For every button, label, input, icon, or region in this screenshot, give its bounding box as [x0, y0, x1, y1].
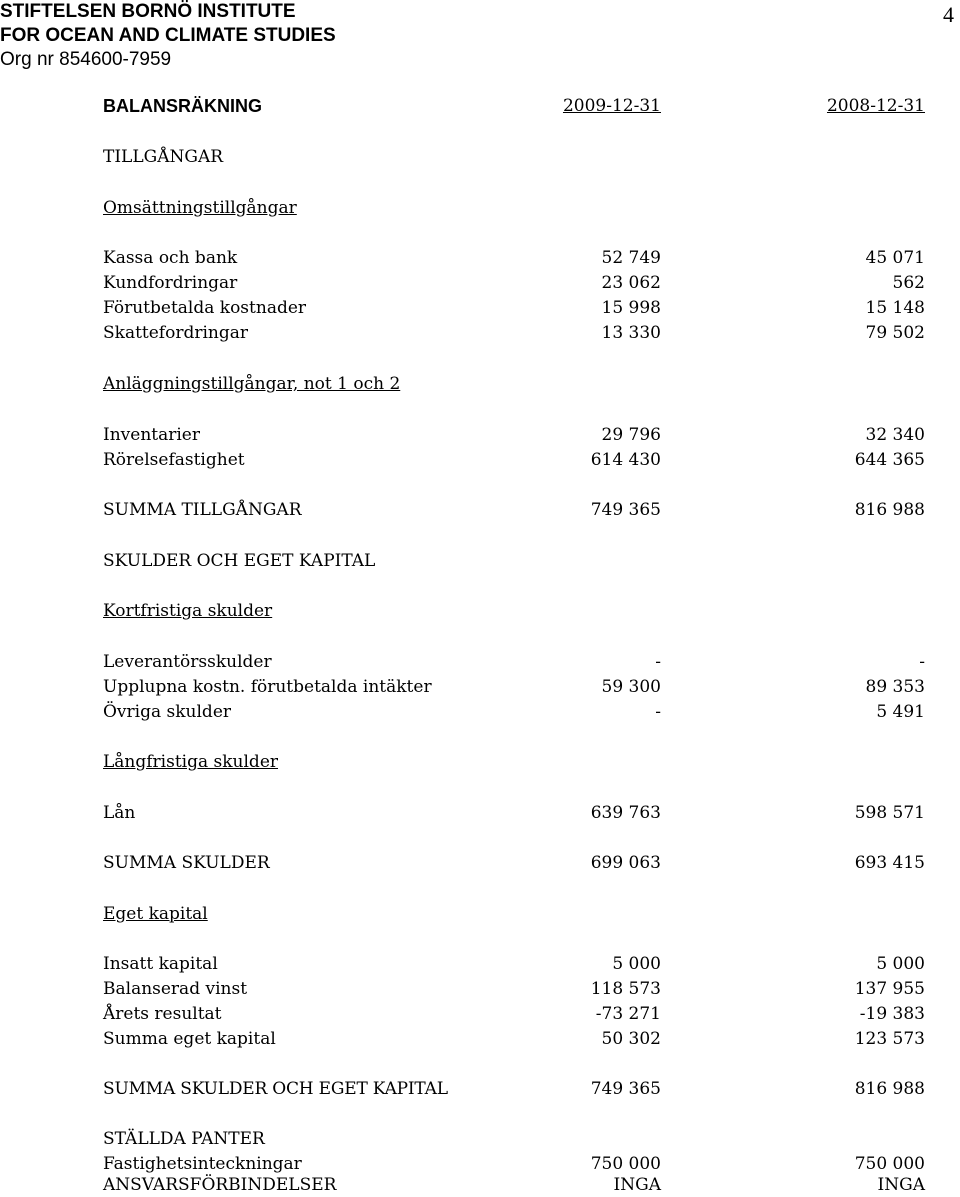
table-row — [103, 700, 925, 724]
row-label: Förutbetalda kostnader — [103, 298, 307, 318]
section-heading — [103, 902, 925, 926]
row-label: Kassa och bank — [103, 248, 238, 268]
balance-title-row — [103, 94, 925, 118]
total-row — [103, 851, 925, 875]
row-value-2009: 749 365 — [590, 1079, 661, 1099]
row-value-2008: - — [919, 652, 925, 672]
row-label: Upplupna kostn. förutbetalda intäkter — [103, 677, 432, 697]
row-value-2009: 59 300 — [601, 677, 661, 697]
row-value-2009: 118 573 — [590, 979, 661, 999]
row-label: Balanserad vinst — [103, 979, 248, 999]
row-value-2009: 15 998 — [601, 298, 661, 318]
table-row — [103, 650, 925, 674]
row-label: Lån — [103, 803, 136, 823]
row-label: Årets resultat — [103, 1004, 222, 1024]
omsattning-heading: Omsättningstillgångar — [103, 198, 297, 218]
row-value-2009: - — [655, 702, 661, 722]
row-value-2009: 749 365 — [590, 500, 661, 520]
table-row — [103, 801, 925, 825]
row-value-2009: -73 271 — [595, 1004, 661, 1024]
table-row — [103, 296, 925, 320]
kortfristiga-heading: Kortfristiga skulder — [103, 601, 273, 621]
row-value-2008: 123 573 — [854, 1029, 925, 1049]
row-value-2008: 45 071 — [865, 248, 925, 268]
page-number: 4 — [943, 2, 954, 27]
langfristiga-heading: Långfristiga skulder — [103, 752, 279, 772]
table-row — [103, 423, 925, 447]
row-value-2008: 562 — [892, 273, 925, 293]
row-value-2008: 644 365 — [854, 450, 925, 470]
row-value-2008: 598 571 — [854, 803, 925, 823]
row-value-2008: 816 988 — [854, 500, 925, 520]
section-heading — [103, 145, 925, 169]
row-value-2009: 5 000 — [612, 954, 661, 974]
table-row — [103, 271, 925, 295]
org-name-line-1: STIFTELSEN BORNÖ INSTITUTE — [0, 1, 296, 22]
row-value-2008: 750 000 — [854, 1154, 925, 1174]
row-label: Rörelsefastighet — [103, 450, 245, 470]
eget-kapital-heading: Eget kapital — [103, 904, 208, 924]
row-value-2008: 5 000 — [876, 954, 925, 974]
table-row — [103, 321, 925, 345]
table-row — [103, 246, 925, 270]
row-value-2009: 750 000 — [590, 1154, 661, 1174]
stallda-panter-heading: STÄLLDA PANTER — [103, 1129, 265, 1149]
skulder-heading: SKULDER OCH EGET KAPITAL — [103, 551, 376, 571]
row-value-2008: -19 383 — [859, 1004, 925, 1024]
row-label: SUMMA SKULDER OCH EGET KAPITAL — [103, 1079, 448, 1099]
column-header-2008: 2008-12-31 — [826, 96, 925, 116]
row-label: Insatt kapital — [103, 954, 218, 974]
total-row — [103, 1077, 925, 1101]
section-heading — [103, 750, 925, 774]
anlaggning-heading: Anläggningstillgångar, not 1 och 2 — [103, 374, 401, 394]
row-value-2009: 699 063 — [590, 853, 661, 873]
row-value-2008: 137 955 — [854, 979, 925, 999]
row-value-2008: 693 415 — [854, 853, 925, 873]
row-value-2009: 639 763 — [590, 803, 661, 823]
org-number: Org nr 854600-7959 — [0, 49, 172, 70]
row-value-2008: 32 340 — [865, 425, 925, 445]
column-header-2009: 2009-12-31 — [562, 96, 661, 116]
balance-title: BALANSRÄKNING — [103, 96, 262, 116]
row-label: Skattefordringar — [103, 323, 248, 343]
tillgangar-heading: TILLGÅNGAR — [103, 147, 224, 167]
row-value-2009: 52 749 — [601, 248, 661, 268]
table-row — [103, 1002, 925, 1026]
row-label: ANSVARSFÖRBINDELSER — [103, 1175, 337, 1195]
section-heading — [103, 1127, 925, 1151]
row-value-2009: - — [655, 652, 661, 672]
table-row — [103, 977, 925, 1001]
row-value-2009: INGA — [613, 1175, 661, 1195]
table-row — [103, 952, 925, 976]
row-value-2008: 5 491 — [876, 702, 925, 722]
row-value-2009: 13 330 — [601, 323, 661, 343]
total-row — [103, 498, 925, 522]
table-row — [103, 675, 925, 699]
table-row — [103, 448, 925, 472]
row-label: Leverantörsskulder — [103, 652, 272, 672]
row-label: SUMMA TILLGÅNGAR — [103, 500, 302, 520]
row-value-2009: 50 302 — [601, 1029, 661, 1049]
row-value-2008: 816 988 — [854, 1079, 925, 1099]
row-label: Inventarier — [103, 425, 200, 445]
row-label: SUMMA SKULDER — [103, 853, 270, 873]
section-heading — [103, 196, 925, 220]
row-value-2008: 89 353 — [865, 677, 925, 697]
row-value-2008: 79 502 — [865, 323, 925, 343]
table-row — [103, 1173, 925, 1197]
row-label: Kundfordringar — [103, 273, 238, 293]
row-value-2008: 15 148 — [865, 298, 925, 318]
table-row — [103, 1027, 925, 1051]
org-name-line-2: FOR OCEAN AND CLIMATE STUDIES — [0, 25, 336, 46]
section-heading — [103, 372, 925, 396]
row-value-2009: 29 796 — [601, 425, 661, 445]
row-value-2009: 23 062 — [601, 273, 661, 293]
row-label: Summa eget kapital — [103, 1029, 276, 1049]
section-heading — [103, 599, 925, 623]
row-label: Övriga skulder — [103, 702, 232, 722]
row-value-2009: 614 430 — [590, 450, 661, 470]
section-heading — [103, 549, 925, 573]
row-label: Fastighetsinteckningar — [103, 1154, 302, 1174]
row-value-2008: INGA — [877, 1175, 925, 1195]
